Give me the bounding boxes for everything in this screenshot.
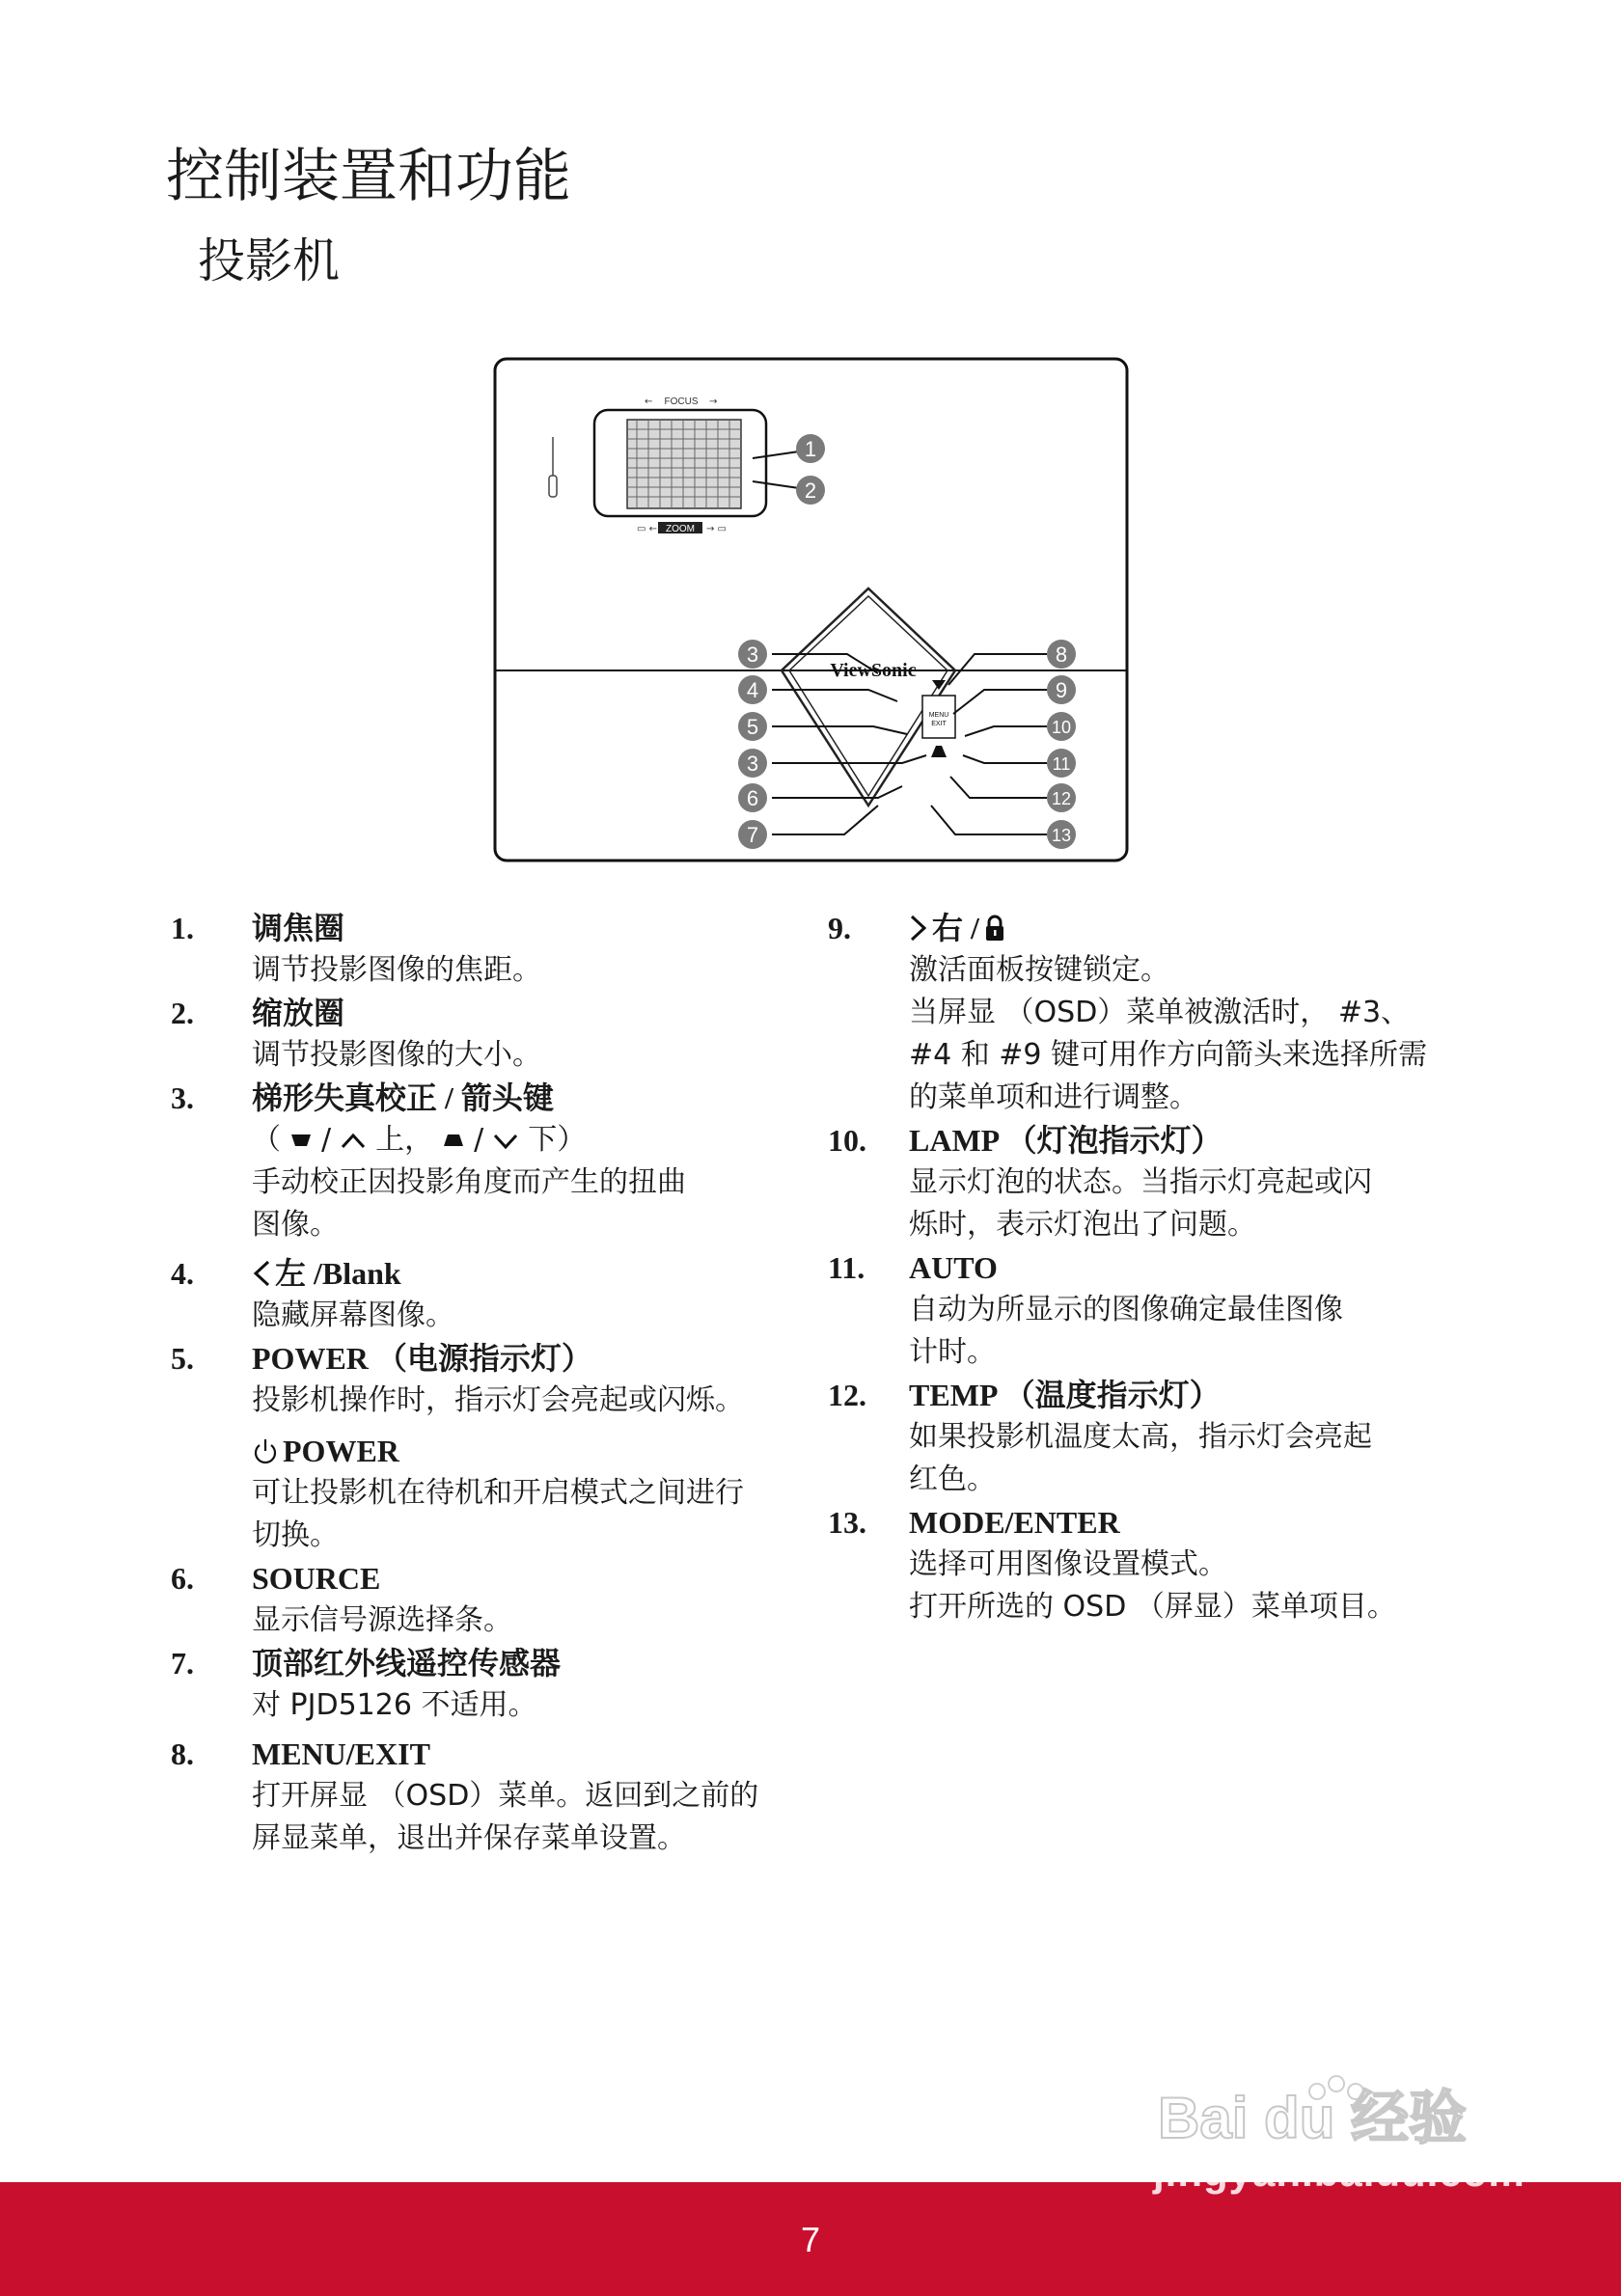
right-column [828,907,1484,1628]
zoom-right-arrow-icon: → ▭ [706,524,728,534]
item-heading: SOURCE [252,1561,381,1596]
projector-body [495,359,1127,861]
svg-text:10: 10 [1051,718,1072,737]
baidu-watermark-url: jingyan.baidu.com [1153,2149,1525,2195]
footer-bar [0,2182,1621,2296]
item-heading: TEMP （温度指示灯） [909,1378,1221,1412]
list-item-3: 3. 梯形失真校正 / 箭头键 （ / 上， / 下） 手动校正因投影角度而产生的扭曲 图像。 [171,1077,827,1246]
focus-left-arrow-icon: ← [645,396,653,407]
item-heading: 右 / [909,907,1484,949]
svg-text:5: 5 [746,715,759,739]
item-heading: 顶部红外线遥控传感器 [252,1646,562,1681]
keystone-bottom-icon [443,1133,464,1148]
list-item-1: 1. 调焦圈 调节投影图像的焦距。 [171,907,827,992]
svg-text:6: 6 [746,786,759,810]
svg-text:4: 4 [746,678,759,702]
svg-text:3: 3 [746,752,759,776]
up-arrow-icon [341,1132,366,1149]
focus-label: FOCUS [664,396,699,407]
power-icon [252,1436,279,1465]
item-heading: 左 /Blank [252,1252,827,1295]
down-arrow-icon [493,1132,518,1149]
page-title: 控制装置和功能 [166,143,571,210]
svg-text:3: 3 [746,642,759,667]
svg-text:11: 11 [1052,754,1071,774]
section-subtitle: 投影机 [198,233,341,288]
item-heading: 梯形失真校正 / 箭头键 [252,1080,554,1115]
svg-text:1: 1 [804,437,817,461]
focus-right-arrow-icon: → [709,396,718,407]
list-item-5: 5. POWER （电源指示灯） 投影机操作时，指示灯会亮起或闪烁。 POWER 可让投影机在待机和开启模式之间进行 切换。 [171,1337,827,1557]
item-heading: 缩放圈 [252,996,345,1030]
right-arrow-icon [909,914,928,943]
list-item-10: 10. LAMP （灯泡指示灯） 显示灯泡的状态。当指示灯亮起或闪 烁时，表示灯泡出了问题。 [828,1119,1484,1246]
list-item-8: 8. MENU/EXIT 打开屏显 （OSD）菜单。返回到之前的 屏显菜单，退出并保存菜单设置。 [171,1733,827,1860]
item-heading: MENU/EXIT [252,1736,430,1771]
list-item-4: 4. 左 /Blank 隐藏屏幕图像。 [171,1252,827,1337]
list-item-11: 11. AUTO 自动为所显示的图像确定最佳图像 计时。 [828,1246,1484,1374]
item-heading: LAMP （灯泡指示灯） [909,1123,1223,1158]
list-item-6: 6. SOURCE 显示信号源选择条。 [171,1557,827,1642]
item-heading: POWER （电源指示灯） [252,1341,592,1376]
svg-text:8: 8 [1055,642,1068,667]
left-arrow-icon [252,1259,271,1288]
list-item-7: 7. 顶部红外线遥控传感器 对 PJD5126 不适用。 [171,1642,827,1727]
zoom-left-arrow-icon: ▭ ← [637,524,658,534]
baidu-watermark-logo [1148,2072,1515,2153]
menu-key-label: MENU [928,712,949,719]
list-item-2: 2. 缩放圈 调节投影图像的大小。 [171,992,827,1077]
svg-text:13: 13 [1051,826,1072,845]
list-item-12: 12. TEMP （温度指示灯） 如果投影机温度太高，指示灯会亮起 红色。 [828,1374,1484,1501]
brand-logo: ViewSonic [830,660,917,681]
svg-text:12: 12 [1051,789,1072,808]
projector-diagram [492,352,1129,873]
exit-key-label: EXIT [931,721,947,727]
power-button-heading: POWER [252,1430,827,1472]
svg-text:7: 7 [746,823,759,847]
item-heading: MODE/ENTER [909,1505,1120,1540]
item-heading: AUTO [909,1250,998,1285]
item-heading: 调焦圈 [252,911,345,945]
zoom-label: ZOOM [666,524,695,534]
keystone-keys-line: （ / 上， / 下） [252,1123,587,1157]
svg-text:9: 9 [1055,678,1068,702]
focus-ring [627,420,741,508]
svg-text:Bai du 经验: Bai du 经验 [1158,2086,1468,2149]
keystone-top-icon [290,1133,312,1148]
lock-icon [983,914,1006,943]
list-item-9: 9. 右 / 激活面板按键锁定。 当屏显 （OSD）菜单被激活时， #3、 #4 和 #9 键可用作方向箭头来选择所需 的菜单项和进行调整。 [828,907,1484,1119]
left-column [171,907,827,1860]
list-item-13: 13. MODE/ENTER 选择可用图像设置模式。 打开所选的 OSD （屏显）菜单项目。 [828,1501,1484,1628]
page-number: 7 [800,2220,821,2259]
svg-text:2: 2 [804,478,817,503]
